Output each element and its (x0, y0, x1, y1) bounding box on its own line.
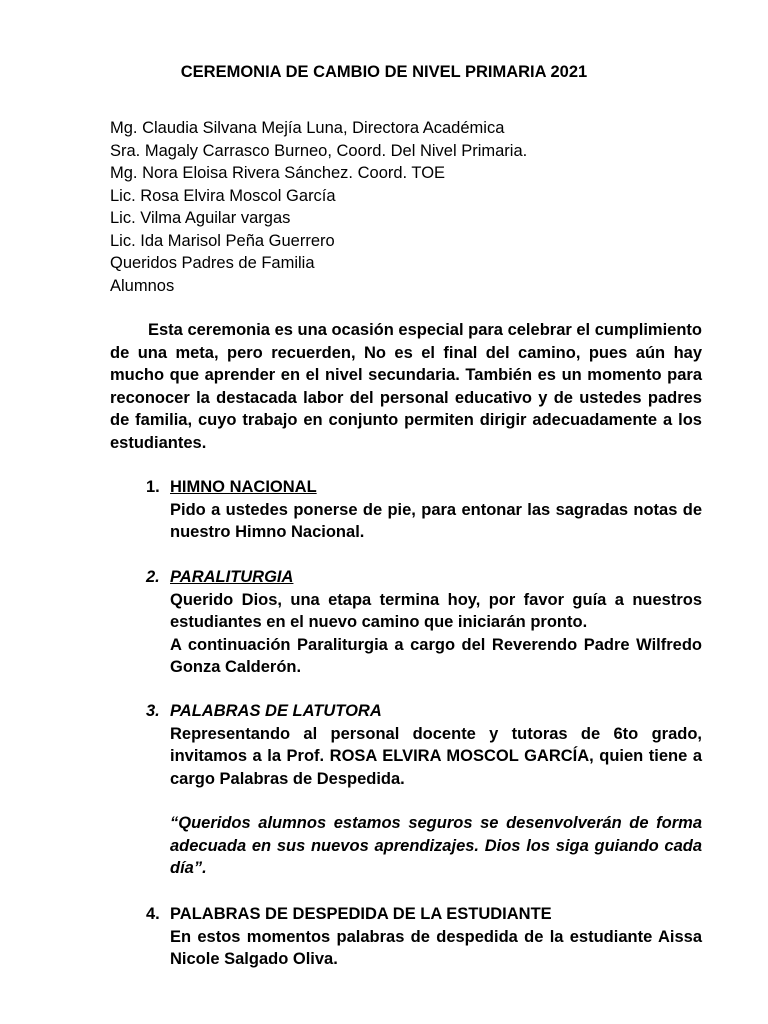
item-body: Querido Dios, una etapa termina hoy, por favor guía a nuestros estudiantes en el nuevo camino que iniciarán pronto. (170, 590, 702, 631)
intro-text: Esta ceremonia es una ocasión especial para celebrar el cumplimiento de una meta, pero recuerden, No es el final del camino, pues aún hay mucho que aprender en el nivel secundaria. También es un momento para reconocer la destacada labor del personal educativo y de ustedes padres de familia, cuyo trabajo en conjunto permiten dirigir adecuadamente a los estudiantes. (110, 321, 702, 452)
greeting-line: Lic. Ida Marisol Peña Guerrero (110, 231, 335, 250)
greeting-line: Lic. Vilma Aguilar vargas (110, 209, 291, 227)
item-number: 4. (146, 905, 160, 923)
greeting-line: Sra. Magaly Carrasco Burneo, Coord. Del Nivel Primaria. (110, 141, 528, 160)
greeting-line: Mg. Nora Eloisa Rivera Sánchez. Coord. TOE (110, 164, 446, 182)
item-number: 3. (146, 702, 160, 720)
item-number: 1. (146, 478, 160, 496)
item-heading-label: PALABRAS DE DESPEDIDA DE LA ESTUDIANTE (170, 905, 552, 923)
item-heading (146, 700, 702, 723)
item-quote: “Queridos alumnos estamos seguros se desenvolverán de forma adecuada en sus nuevos aprendizajes. Dios los siga guiando cada día”. (170, 814, 702, 877)
greetings-list (110, 117, 527, 297)
greeting-line: Lic. Rosa Elvira Moscol García (110, 186, 336, 205)
item-body: A continuación Paraliturgia a cargo del Reverendo Padre Wilfredo Gonza Calderón. (170, 635, 702, 676)
item-heading-label: PALABRAS DE LATUTORA (170, 702, 382, 720)
item-heading-label: HIMNO NACIONAL (170, 478, 317, 496)
program-item-3 (146, 700, 702, 880)
program-item-4 (146, 903, 702, 971)
program-item-2 (146, 566, 702, 679)
item-body: Representando al personal docente y tutoras de 6to grado, invitamos a la Prof. ROSA ELVIRA MOSCOL GARCÍA, quien tiene a cargo Palabras de Despedida. (170, 724, 702, 788)
item-heading (146, 566, 702, 589)
item-number: 2. (146, 568, 160, 586)
item-body: En estos momentos palabras de despedida de la estudiante Aissa Nicole Salgado Oliva. (170, 927, 702, 968)
greeting-line: Mg. Claudia Silvana Mejía Luna, Directora Académica (110, 119, 505, 137)
document-title: CEREMONIA DE CAMBIO DE NIVEL PRIMARIA 2021 (180, 63, 588, 81)
item-heading-label: PARALITURGIA (170, 568, 294, 586)
item-heading (146, 476, 702, 499)
intro-paragraph (110, 319, 702, 454)
program-item-1 (146, 476, 702, 544)
item-heading (146, 903, 702, 926)
greeting-line: Alumnos (110, 276, 175, 295)
item-body: Pido a ustedes ponerse de pie, para entonar las sagradas notas de nuestro Himno Nacional. (170, 500, 702, 541)
greeting-line: Queridos Padres de Familia (110, 254, 315, 272)
